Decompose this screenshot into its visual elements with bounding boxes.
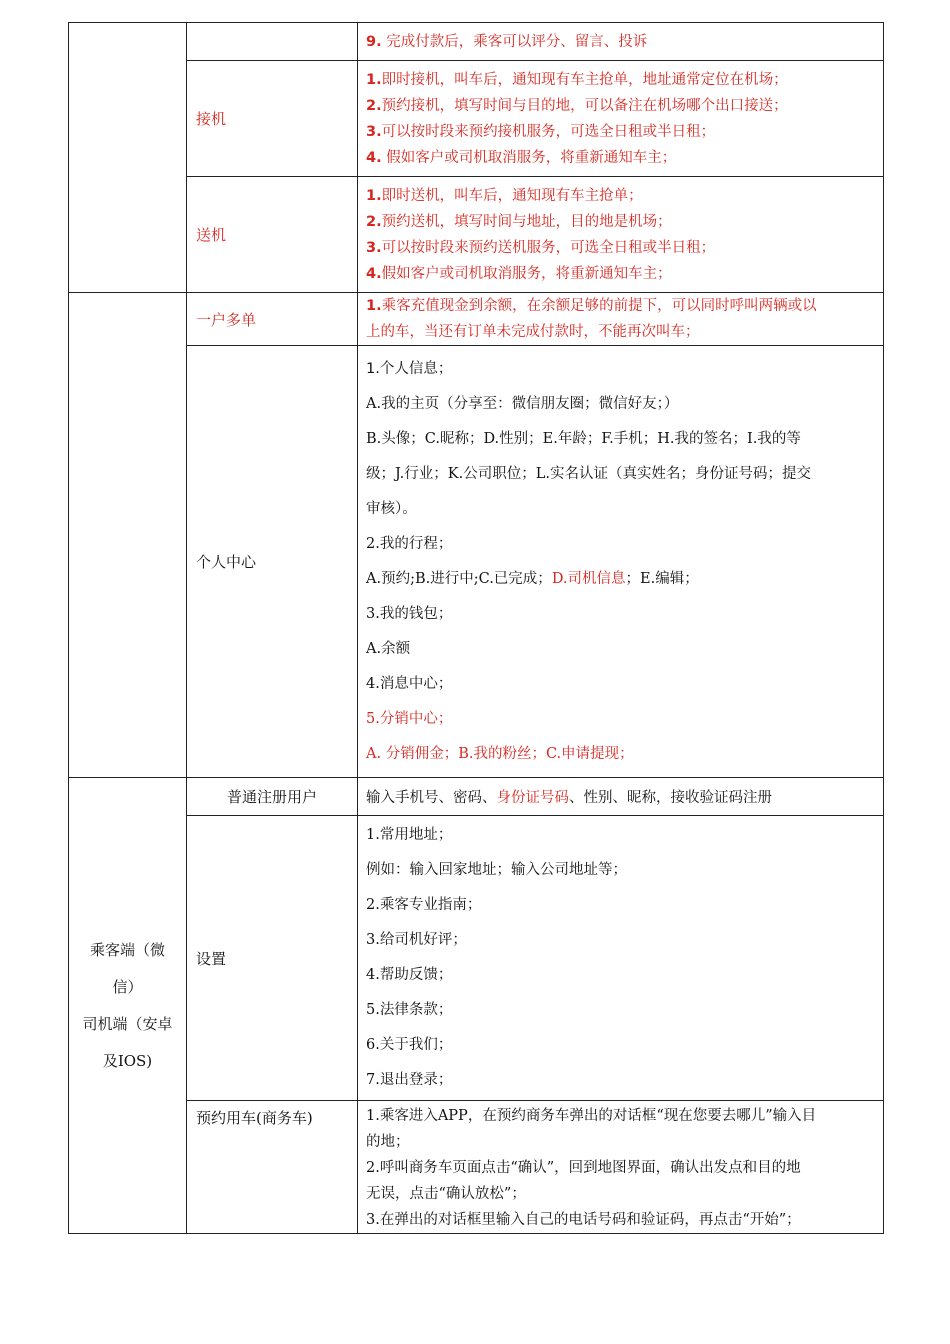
feature-detail-booking — [358, 1101, 884, 1234]
detail-line: 3.给司机好评； — [366, 932, 467, 948]
detail-line: 2.呼叫商务车页面点击“确认”，回到地图界面，确认出发点和目的地 — [366, 1160, 801, 1176]
table-row — [69, 1101, 884, 1234]
feature-name-dropoff: 送机 — [187, 177, 358, 293]
detail-line: 2.乘客专业指南； — [366, 897, 482, 913]
table-row — [69, 816, 884, 1101]
table-row — [69, 293, 884, 346]
feature-name-cell — [187, 23, 358, 61]
feature-name-pickup: 接机 — [187, 61, 358, 177]
detail-line: 1.即时接机，叫车后，通知现有车主抢单，地址通常定位在机场； — [366, 71, 788, 88]
detail-line: 输入手机号、密码、身份证号码、性别、昵称，接收验证码注册 — [366, 790, 772, 806]
detail-line: 无误，点击“确认放松”； — [366, 1186, 526, 1202]
table-row — [69, 61, 884, 177]
detail-line: 审核）。 — [366, 500, 417, 517]
group-cell-empty — [69, 23, 187, 293]
detail-line: 4. 假如客户或司机取消服务，将重新通知车主； — [366, 149, 677, 166]
detail-line: 5.法律条款； — [366, 1002, 453, 1018]
detail-line: 6.关于我们； — [366, 1037, 453, 1053]
table-row — [69, 177, 884, 293]
detail-line: 例如：输入回家地址；输入公司地址等； — [366, 862, 627, 878]
feature-spec-table — [68, 22, 884, 1234]
feature-detail-dropoff — [358, 177, 884, 293]
detail-line: 4.假如客户或司机取消服务，将重新通知车主； — [366, 265, 672, 282]
detail-line: 9. 完成付款后，乘客可以评分、留言、投诉 — [366, 33, 648, 50]
detail-line: 2.我的行程； — [366, 535, 453, 552]
detail-line: A. 分销佣金；B.我的粉丝；C.申请提现； — [366, 745, 634, 762]
feature-name-booking: 预约用车(商务车) — [187, 1101, 358, 1234]
detail-line: 7.退出登录； — [366, 1072, 453, 1088]
detail-line: A.我的主页（分享至：微信朋友圈；微信好友；） — [366, 395, 679, 412]
feature-detail-register — [358, 778, 884, 816]
detail-line: 3.可以按时段来预约送机服务，可选全日租或半日租； — [366, 239, 716, 256]
feature-detail-multi-order — [358, 293, 884, 346]
detail-line: 2.预约接机，填写时间与目的地，可以备注在机场哪个出口接送； — [366, 97, 788, 114]
detail-line: 3.我的钱包； — [366, 605, 453, 622]
detail-line: 2.预约送机，填写时间与地址，目的地是机场； — [366, 213, 672, 230]
feature-name-settings: 设置 — [187, 816, 358, 1101]
detail-line: A.余额 — [366, 640, 411, 657]
feature-detail-personal-center — [358, 346, 884, 778]
table-row — [69, 778, 884, 816]
detail-line: 1.乘客进入APP，在预约商务车弹出的对话框“现在您要去哪儿”输入目 — [366, 1108, 817, 1124]
detail-line: 3.可以按时段来预约接机服务，可选全日租或半日租； — [366, 123, 716, 140]
detail-line: B.头像；C.昵称；D.性别；E.年龄；F.手机；H.我的签名；I.我的等 — [366, 430, 801, 447]
detail-line: 1.个人信息； — [366, 360, 453, 377]
feature-detail-settings — [358, 816, 884, 1101]
feature-name-personal-center: 个人中心 — [187, 346, 358, 778]
detail-line: 级；J.行业；K.公司职位；L.实名认证（真实姓名；身份证号码；提交 — [366, 465, 811, 482]
table-row — [69, 346, 884, 778]
feature-name-register: 普通注册用户 — [187, 778, 358, 816]
detail-line: 1.乘客充值现金到余额，在余额足够的前提下，可以同时呼叫两辆或以 — [366, 298, 817, 314]
detail-line: 1.常用地址； — [366, 827, 453, 843]
detail-line: 4.消息中心； — [366, 675, 453, 692]
detail-line: A.预约;B.进行中;C.已完成；D.司机信息；E.编辑； — [366, 570, 699, 587]
detail-line: 上的车，当还有订单未完成付款时，不能再次叫车； — [366, 324, 700, 340]
detail-line: 5.分销中心； — [366, 710, 453, 727]
detail-line: 3.在弹出的对话框里输入自己的电话号码和验证码，再点击“开始”； — [366, 1212, 801, 1228]
feature-detail-cell — [358, 23, 884, 61]
group-cell-empty — [69, 293, 187, 778]
detail-line: 1.即时送机，叫车后，通知现有车主抢单； — [366, 187, 643, 204]
client-group-cell: 乘客端（微 信） 司机端（安卓 及IOS) — [69, 778, 187, 1234]
detail-line: 的地； — [366, 1134, 410, 1150]
feature-detail-pickup — [358, 61, 884, 177]
detail-line: 4.帮助反馈； — [366, 967, 453, 983]
feature-name-multi-order: 一户多单 — [187, 293, 358, 346]
table-row — [69, 23, 884, 61]
